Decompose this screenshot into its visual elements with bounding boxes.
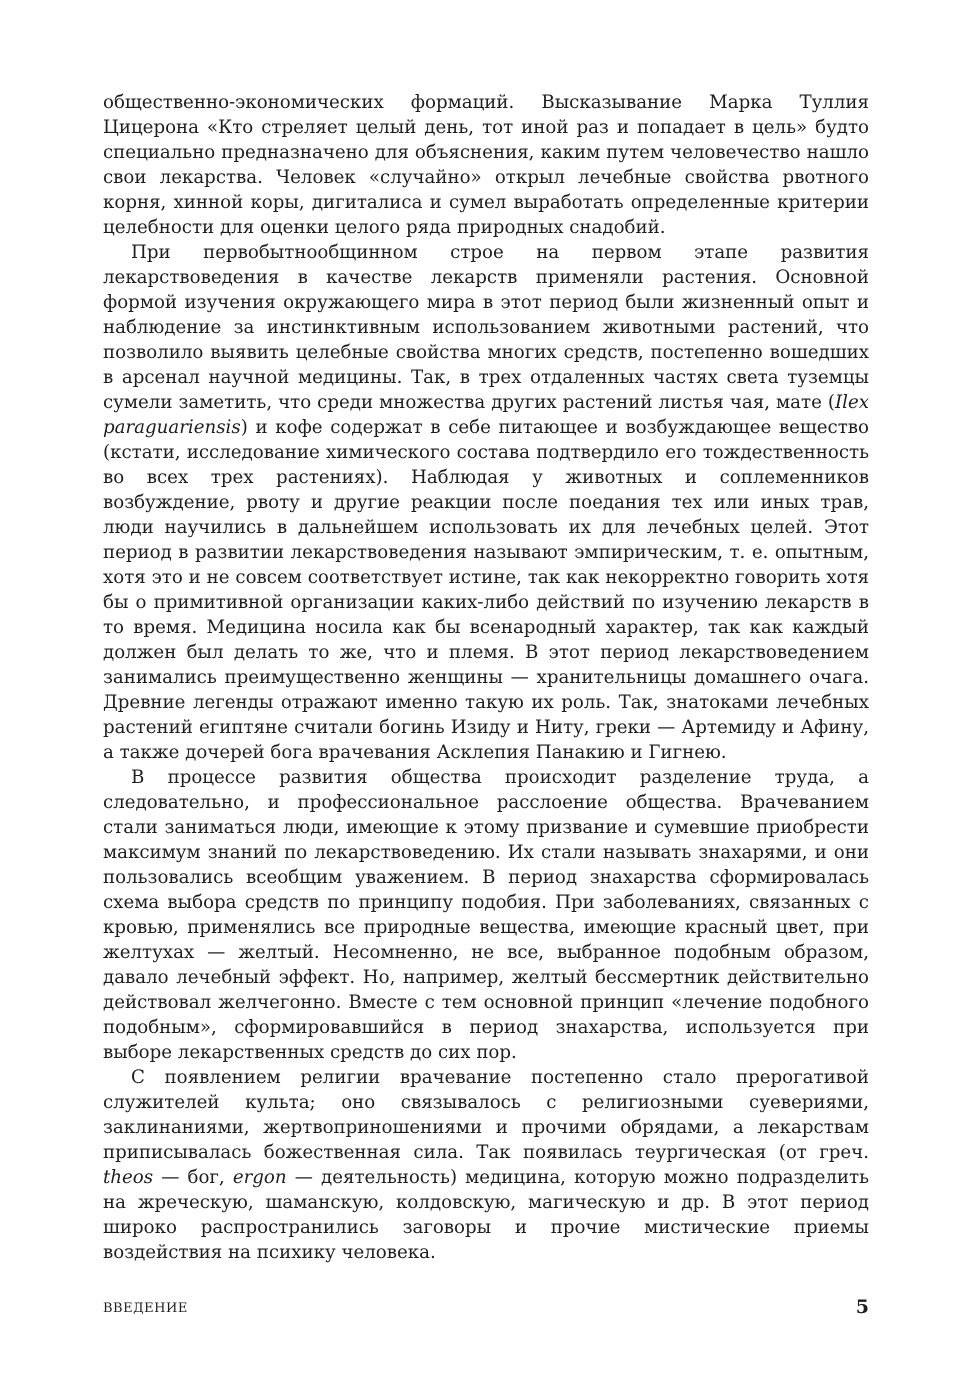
paragraph-text: — бог,	[153, 1167, 233, 1188]
paragraph-text: — деятельность) медицина, которую можно подразделить на жреческую, шаманскую, колдовскую, магическую и др. В этот период широко распространились заговоры и прочие мистические приемы воздействия на психику человека.	[103, 1167, 869, 1263]
latin-term: Ilex paraguariensis	[103, 392, 869, 438]
greek-term: theos	[103, 1167, 154, 1188]
paragraph-4	[103, 1065, 869, 1265]
running-footer-section: ВВЕДЕНИЕ	[103, 1301, 188, 1316]
paragraph-text: ) и кофе содержат в себе питающее и возбуждающее вещество (кстати, исследование химического состава подтвердило его тождественность во всех трех растениях). Наблюдая у животных и соплеменников возбуждение, рвоту и другие реакции после поедания тех или иных трав, люди научились в дальнейшем использовать их для лечебных целей. Этот период в развитии лекарствоведения называют эмпирическим, т. е. опытным, хотя это и не совсем соответствует истине, так как некорректно говорить хотя бы о примитивной организации каких-либо действий по изучению лекарств в то время. Медицина носила как бы всенародный характер, так как каждый должен был делать то же, что и племя. В этот период лекарствоведением занимались преимущественно женщины — хранительницы домашнего очага. Древние легенды отражают именно такую их роль. Так, знатоками лечебных растений египтяне считали богинь Изиду и Ниту, греки — Артемиду и Афину, а также дочерей бога врачевания Асклепия Панакию и Гигнею.	[103, 417, 869, 763]
paragraph-text: В процессе развития общества происходит разделение труда, а следовательно, и профессиональное расслоение общества. Врачеванием стали заниматься люди, имеющие к этому призвание и сумевшие приобрести максимум знаний по лекарствоведению. Их стали называть знахарями, и они пользовались всеобщим уважением. В период знахарства сформировалась схема выбора средств по принципу подобия. При заболеваниях, связанных с кровью, применялись все природные вещества, имеющие красный цвет, при желтухах — желтый. Несомненно, не все, выбранное подобным образом, давало лечебный эффект. Но, например, желтый бессмертник действительно действовал желчегонно. Вместе с тем основной принцип «лечение подобного подобным», сформировавшийся в период знахарства, используется при выборе лекарственных средств до сих пор.	[103, 767, 869, 1063]
paragraph-text: При первобытнообщинном строе на первом этапе развития лекарствоведения в качестве лекарств применяли растения. Основной формой изучения окружающего мира в этот период были жизненный опыт и наблюдение за инстинктивным использованием животными растений, что позволило выявить целебные свойства многих средств, постепенно вошедших в арсенал научной медицины. Так, в трех отдаленных частях света туземцы сумели заметить, что среди множества других растений листья чая, мате (	[103, 242, 869, 413]
greek-term: ergon	[232, 1167, 287, 1188]
paragraph-text: С появлением религии врачевание постепенно стало прерогативой служителей культа; оно связывалось с религиозными суевериями, заклинаниями, жертвоприношениями и прочими обрядами, а лекарствам приписывалась божественная сила. Так появилась теургическая (от греч.	[103, 1067, 869, 1163]
paragraph-text: общественно-экономических формаций. Высказывание Марка Туллия Цицерона «Кто стреляет целый день, тот иной раз и попадает в цель» будто специально предназначено для объяснения, каким путем человечество нашло свои лекарства. Человек «случайно» открыл лечебные свойства рвотного корня, хинной коры, дигиталиса и сумел выработать определенные критерии целебности для оценки целого ряда природных снадобий.	[103, 92, 869, 238]
paragraph-1	[103, 90, 869, 240]
paragraph-3	[103, 765, 869, 1065]
page-number: 5	[855, 1296, 869, 1318]
page-body	[103, 90, 869, 1265]
paragraph-2	[103, 240, 869, 765]
